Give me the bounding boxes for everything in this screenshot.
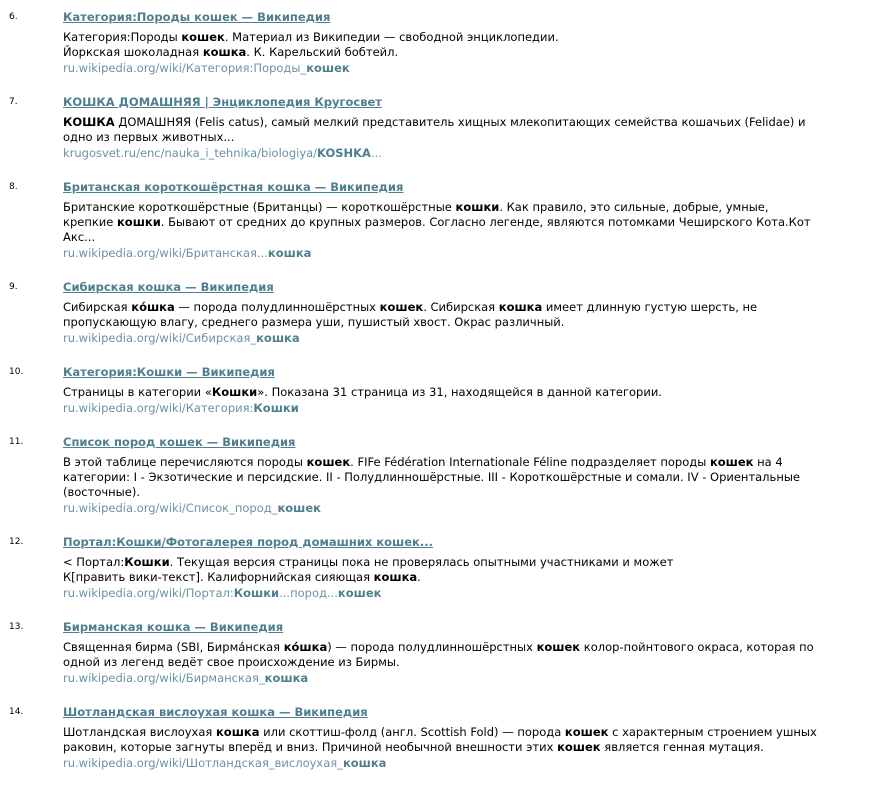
result-url[interactable] — [63, 400, 872, 416]
result-snippet-line — [63, 230, 872, 245]
result-url[interactable] — [63, 330, 872, 346]
result-snippet-line — [63, 115, 872, 130]
snippet-text: Сибирская — [63, 300, 132, 314]
highlighted-term: кошек — [536, 640, 581, 654]
highlighted-term: кошек — [379, 300, 424, 314]
snippet-text: К[править вики-текст]. Калифорнийская сияющая — [63, 570, 374, 584]
url-text: ru.wikipedia.org/wiki/Шотландская_вислоухая_ — [63, 756, 343, 770]
snippet-text: . — [417, 570, 421, 584]
result-snippet-line — [63, 45, 872, 60]
result-snippet-line — [63, 130, 872, 145]
search-result — [0, 95, 872, 161]
result-title-link[interactable]: Список пород кошек — Википедия — [63, 435, 296, 449]
result-number: 14. — [9, 707, 24, 717]
result-snippet-line — [63, 655, 872, 670]
snippet-text: — порода полудлинношёрстных — [174, 300, 380, 314]
url-highlighted-term: Кошки — [253, 401, 299, 415]
result-snippet-line — [63, 485, 872, 500]
highlighted-term: ко́шка — [283, 640, 328, 654]
snippet-text: . Как правило, это сильные, добрые, умные, — [499, 200, 769, 214]
url-highlighted-term: кошка — [342, 756, 387, 770]
result-snippet-line — [63, 385, 872, 400]
url-text: krugosvet.ru/enc/nauka_i_tehnika/biologiya/ — [63, 146, 318, 160]
snippet-text: . FIFe Fédération Internationale Féline подразделяет породы — [350, 455, 710, 469]
search-result — [0, 705, 872, 771]
url-text: ...пород... — [279, 586, 338, 600]
snippet-text: с характерным строением ушных — [608, 725, 817, 739]
highlighted-term: Кошки — [124, 555, 170, 569]
snippet-text: Акс... — [63, 230, 96, 244]
snippet-text: Священная бирма (SBI, Бирма́нская — [63, 640, 284, 654]
result-title-link[interactable]: Категория:Породы кошек — Википедия — [63, 10, 331, 24]
highlighted-term: кошка — [202, 45, 247, 59]
highlighted-term: кошек — [709, 455, 754, 469]
highlighted-term: кошка — [215, 725, 260, 739]
highlighted-term: кошек — [557, 740, 601, 754]
snippet-text: Британские короткошёрстные (Британцы) — короткошёрстные — [63, 200, 456, 214]
snippet-text: Страницы в категории « — [63, 385, 212, 399]
result-url[interactable] — [63, 245, 872, 261]
url-highlighted-term: кошек — [337, 586, 382, 600]
result-snippet-line — [63, 30, 872, 45]
highlighted-term: кошки — [455, 200, 500, 214]
result-title-link[interactable]: Категория:Кошки — Википедия — [63, 365, 275, 379]
highlighted-term: кошка — [373, 570, 418, 584]
result-number: 7. — [9, 97, 18, 107]
url-highlighted-term: Кошки — [233, 586, 280, 600]
snippet-text: является генная мутация. — [600, 740, 764, 754]
result-url[interactable] — [63, 755, 872, 771]
url-text: ru.wikipedia.org/wiki/Бирманская_ — [63, 671, 265, 685]
snippet-text: Категория:Породы — [63, 30, 182, 44]
result-number: 8. — [9, 182, 18, 192]
result-snippet-line — [63, 300, 872, 315]
url-highlighted-term: кошек — [277, 501, 321, 515]
result-title-link[interactable]: КОШКА ДОМАШНЯЯ | Энциклопедия Кругосвет — [63, 95, 382, 109]
search-results-list — [0, 10, 872, 790]
result-snippet-line — [63, 200, 872, 215]
result-number: 12. — [9, 537, 24, 547]
snippet-text: ДОМАШНЯЯ (Felis catus), самый мелкий представитель хищных млекопитающих семейства кошачьих (Felidae) и — [114, 115, 806, 129]
result-snippet-line — [63, 555, 872, 570]
result-title-link[interactable]: Британская короткошёрстная кошка — Википедия — [63, 180, 404, 194]
snippet-text: . Сибирская — [423, 300, 499, 314]
result-snippet-line — [63, 315, 872, 330]
search-result — [0, 280, 872, 346]
snippet-text: В этой таблице перечисляются породы — [63, 455, 307, 469]
search-result — [0, 620, 872, 686]
highlighted-term: кошек — [564, 725, 609, 739]
snippet-text: одно из первых животных... — [63, 130, 235, 144]
highlighted-term: кошки — [117, 215, 161, 229]
result-snippet-line — [63, 215, 872, 230]
url-highlighted-term: KOSHKA — [317, 146, 371, 160]
result-title-link[interactable]: Портал:Кошки/Фотогалерея пород домашних кошек... — [63, 535, 433, 549]
search-result — [0, 180, 872, 261]
snippet-text: или скоттиш-фолд (англ. Scottish Fold) — порода — [259, 725, 565, 739]
snippet-text: Йоркская шоколадная — [63, 45, 203, 59]
url-highlighted-term: кошка — [264, 671, 309, 685]
snippet-text: . Текущая версия страницы пока не проверялась опытными участниками и может — [169, 555, 674, 569]
snippet-text: < Портал: — [63, 555, 125, 569]
result-number: 9. — [9, 282, 18, 292]
result-url[interactable] — [63, 500, 872, 516]
snippet-text: . Бывают от средних до крупных размеров. Согласно легенде, являются потомками Чеширского Кота.Кот — [160, 215, 811, 229]
snippet-text: раковин, которые загнуты вперёд и вниз. Причиной необычной внешности этих — [63, 740, 558, 754]
search-result — [0, 535, 872, 601]
snippet-text: ». Показана 31 страница из 31, находящейся в данной категории. — [257, 385, 662, 399]
highlighted-term: кошек — [306, 455, 351, 469]
snippet-text: . К. Карельский бобтейл. — [246, 45, 399, 59]
snippet-text: пропускающую влагу, среднего размера уши, пушистый хвост. Окрас различный. — [63, 315, 565, 329]
snippet-text: на 4 — [753, 455, 783, 469]
result-url[interactable] — [63, 145, 872, 161]
highlighted-term: ко́шка — [131, 300, 175, 314]
result-snippet-line — [63, 640, 872, 655]
result-snippet-line — [63, 470, 872, 485]
snippet-text: Шотландская вислоухая — [63, 725, 216, 739]
snippet-text: крепкие — [63, 215, 117, 229]
highlighted-term: КОШКА — [63, 115, 115, 129]
result-snippet-line — [63, 455, 872, 470]
url-text: ... — [370, 146, 382, 160]
highlighted-term: кошка — [498, 300, 543, 314]
result-title-link[interactable]: Сибирская кошка — Википедия — [63, 280, 274, 294]
url-text: ru.wikipedia.org/wiki/Британская... — [63, 246, 268, 260]
result-title-link[interactable]: Бирманская кошка — Википедия — [63, 620, 284, 634]
url-text: ru.wikipedia.org/wiki/Категория:Породы_ — [63, 61, 307, 75]
search-result — [0, 365, 872, 416]
url-text: ru.wikipedia.org/wiki/Категория: — [63, 401, 254, 415]
snippet-text: . Материал из Википедии — свободной энциклопедии. — [224, 30, 559, 44]
result-url[interactable] — [63, 585, 872, 601]
url-text: ru.wikipedia.org/wiki/Портал: — [63, 586, 234, 600]
highlighted-term: кошек — [181, 30, 225, 44]
result-number: 10. — [9, 367, 24, 377]
result-title-link[interactable]: Шотландская вислоухая кошка — Википедия — [63, 705, 368, 719]
result-snippet-line — [63, 740, 872, 755]
snippet-text: ) — порода полудлинношёрстных — [327, 640, 537, 654]
url-highlighted-term: кошек — [306, 61, 350, 75]
snippet-text: одной из легенд ведёт свое происхождение из Бирмы. — [63, 655, 400, 669]
url-text: ru.wikipedia.org/wiki/Сибирская_ — [63, 331, 257, 345]
result-snippet-line — [63, 725, 872, 740]
result-number: 11. — [9, 437, 24, 447]
url-text: ru.wikipedia.org/wiki/Список_пород_ — [63, 501, 278, 515]
result-url[interactable] — [63, 670, 872, 686]
url-highlighted-term: кошка — [256, 331, 300, 345]
result-number: 13. — [9, 622, 24, 632]
snippet-text: (восточные). — [63, 485, 140, 499]
result-url[interactable] — [63, 60, 872, 76]
result-snippet-line — [63, 570, 872, 585]
highlighted-term: Кошки — [211, 385, 258, 399]
url-highlighted-term: кошка — [267, 246, 312, 260]
snippet-text: колор-пойнтового окраса, которая по — [580, 640, 814, 654]
search-result — [0, 435, 872, 516]
result-number: 6. — [9, 12, 18, 22]
snippet-text: имеет длинную густую шерсть, не — [542, 300, 758, 314]
search-result — [0, 10, 872, 76]
snippet-text: категории: I - Экзотические и персидские. II - Полудлинношёрстные. III - Короткошёрстные и сомали. IV - Ориентальные — [63, 470, 800, 484]
